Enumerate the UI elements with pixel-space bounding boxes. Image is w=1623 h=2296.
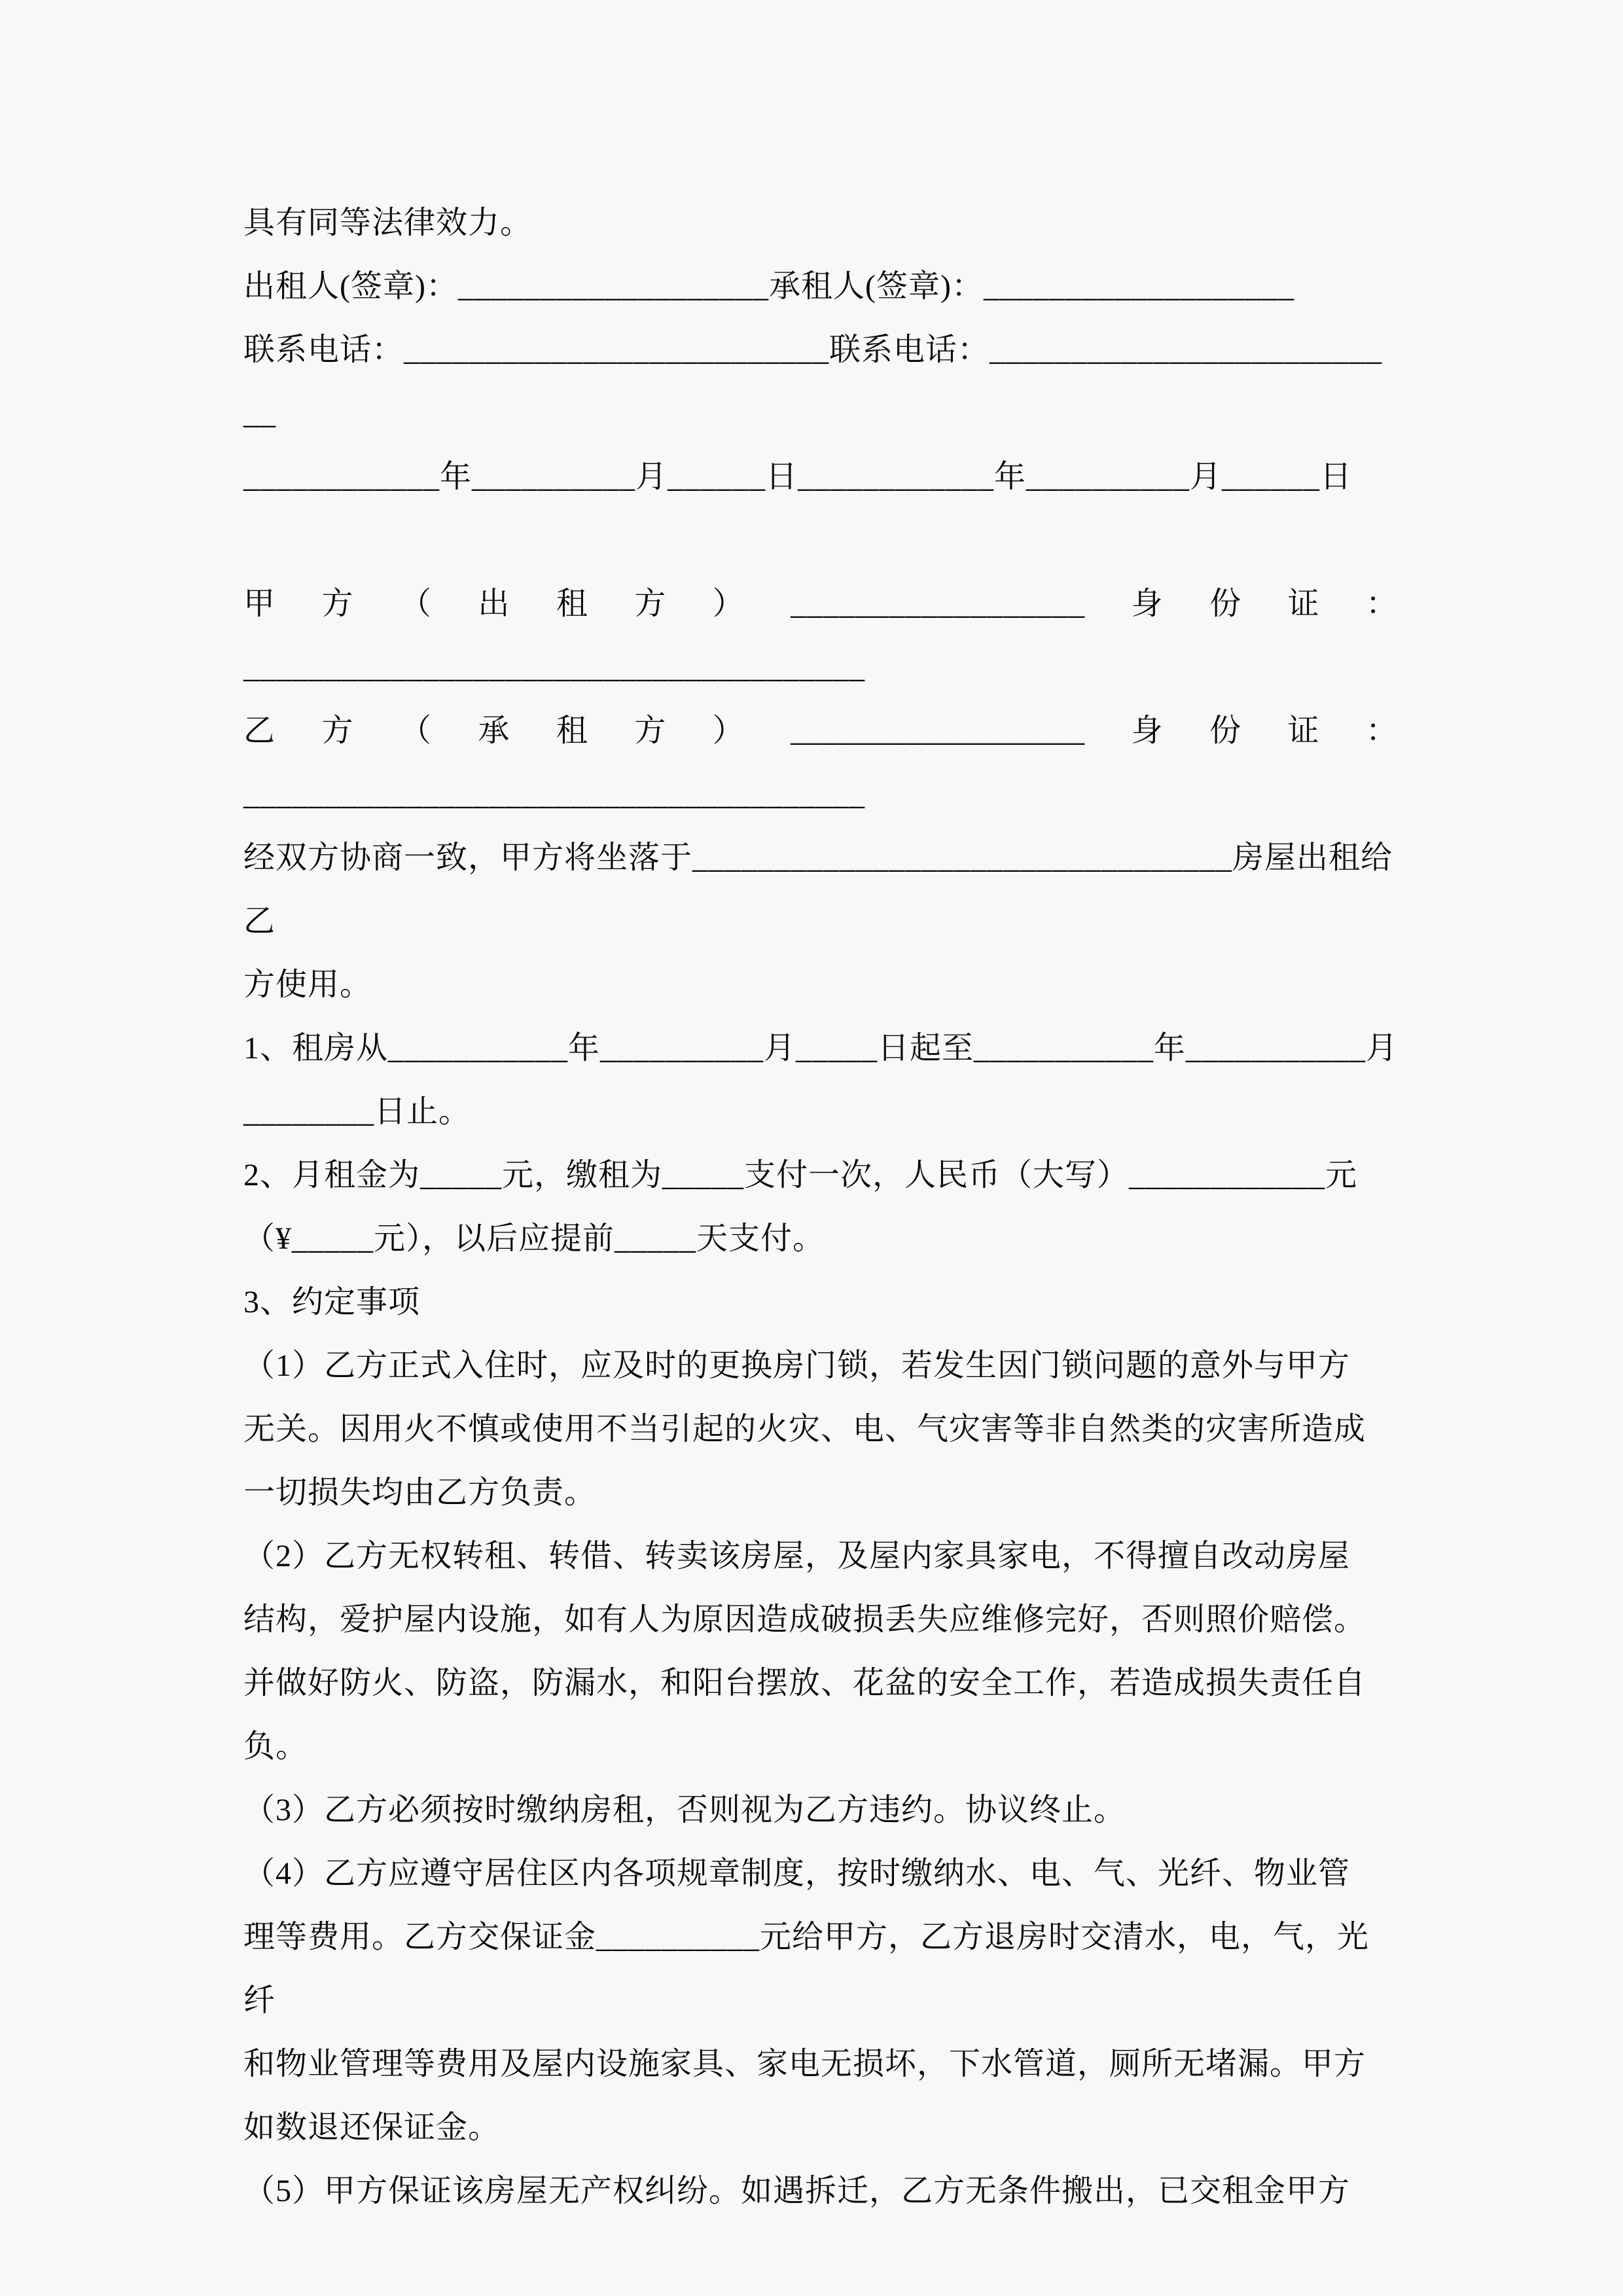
contract-line-agreed-items-title: 3、约定事项 (243, 1285, 421, 1319)
contract-line-term-start-end: 1、租房从___________年__________月_____日起至___________年___________月 (243, 1031, 1399, 1066)
contract-document (243, 191, 1398, 2223)
contract-line-contact-phones: 联系电话：__________________________联系电话：__________________________ (243, 332, 1383, 431)
contract-clause-3: （3）乙方必须按时缴纳房租，否则视为乙方违约。协议终止。 (243, 1793, 1126, 1827)
contract-line-spacer (243, 509, 1398, 572)
contract-line-rent-amount: 2、月租金为_____元，缴租为_____支付一次，人民币（大写）____________元 (243, 1158, 1358, 1193)
contract-clause-2-line-4: 负。 (243, 1729, 308, 1764)
contract-clause-5-line-1: （5）甲方保证该房屋无产权纠纷。如遇拆迁，乙方无条件搬出，已交租金甲方 (243, 2174, 1351, 2208)
contract-line-party-a: 甲方（出租方）__________________身份证： (243, 586, 1398, 621)
contract-clause-2-line-2: 结构，爱护屋内设施，如有人为原因造成破损丢失应维修完好，否则照价赔偿。 (243, 1602, 1366, 1637)
contract-clause-1-line-2: 无关。因用火不慎或使用不当引起的火灾、电、气灾害等非自然类的灾害所造成 (243, 1412, 1366, 1446)
contract-line-date-blanks: ____________年__________月______日____________年__________月______日 (243, 459, 1353, 494)
contract-line-rent-payment: （¥_____元），以后应提前_____天支付。 (243, 1221, 825, 1256)
contract-line-legal-effect: 具有同等法律效力。 (243, 206, 533, 240)
contract-clause-4-line-2: 理等费用。乙方交保证金__________元给甲方，乙方退房时交清水，电，气，光纤 (243, 1920, 1370, 2018)
contract-clause-2-line-3: 并做好防火、防盗，防漏水，和阳台摆放、花盆的安全工作，若造成损失责任自 (243, 1666, 1366, 1700)
contract-line-party-b-id-blank: ______________________________________ (243, 777, 865, 812)
contract-clause-4-line-3: 和物业管理等费用及屋内设施家具、家电无损坏，下水管道，厕所无堵漏。甲方 (243, 2047, 1366, 2081)
contract-clause-2-line-1: （2）乙方无权转租、转借、转卖该房屋，及屋内家具家电，不得擅自改动房屋 (243, 1539, 1351, 1573)
contract-line-lessor-lessee-sign: 出租人(签章)：___________________承租人(签章)：___________________ (243, 269, 1294, 304)
contract-clause-1-line-3: 一切损失均由乙方负责。 (243, 1475, 597, 1510)
contract-clause-4-line-4: 如数退还保证金。 (243, 2110, 501, 2145)
contract-clause-4-line-1: （4）乙方应遵守居住区内各项规章制度，按时缴纳水、电、气、光纤、物业管 (243, 1856, 1351, 1891)
contract-line-party-b: 乙方（承租方）__________________身份证： (243, 713, 1398, 748)
contract-line-party-a-id-blank: ______________________________________ (243, 650, 865, 685)
contract-line-term-end: ________日止。 (243, 1094, 471, 1129)
contract-clause-1-line-1: （1）乙方正式入住时，应及时的更换房门锁，若发生因门锁问题的意外与甲方 (243, 1348, 1351, 1383)
contract-line-premises-location: 经双方协商一致，甲方将坐落于_________________________________房屋出租给乙 (243, 840, 1393, 939)
contract-line-premises-use: 方使用。 (243, 967, 372, 1002)
